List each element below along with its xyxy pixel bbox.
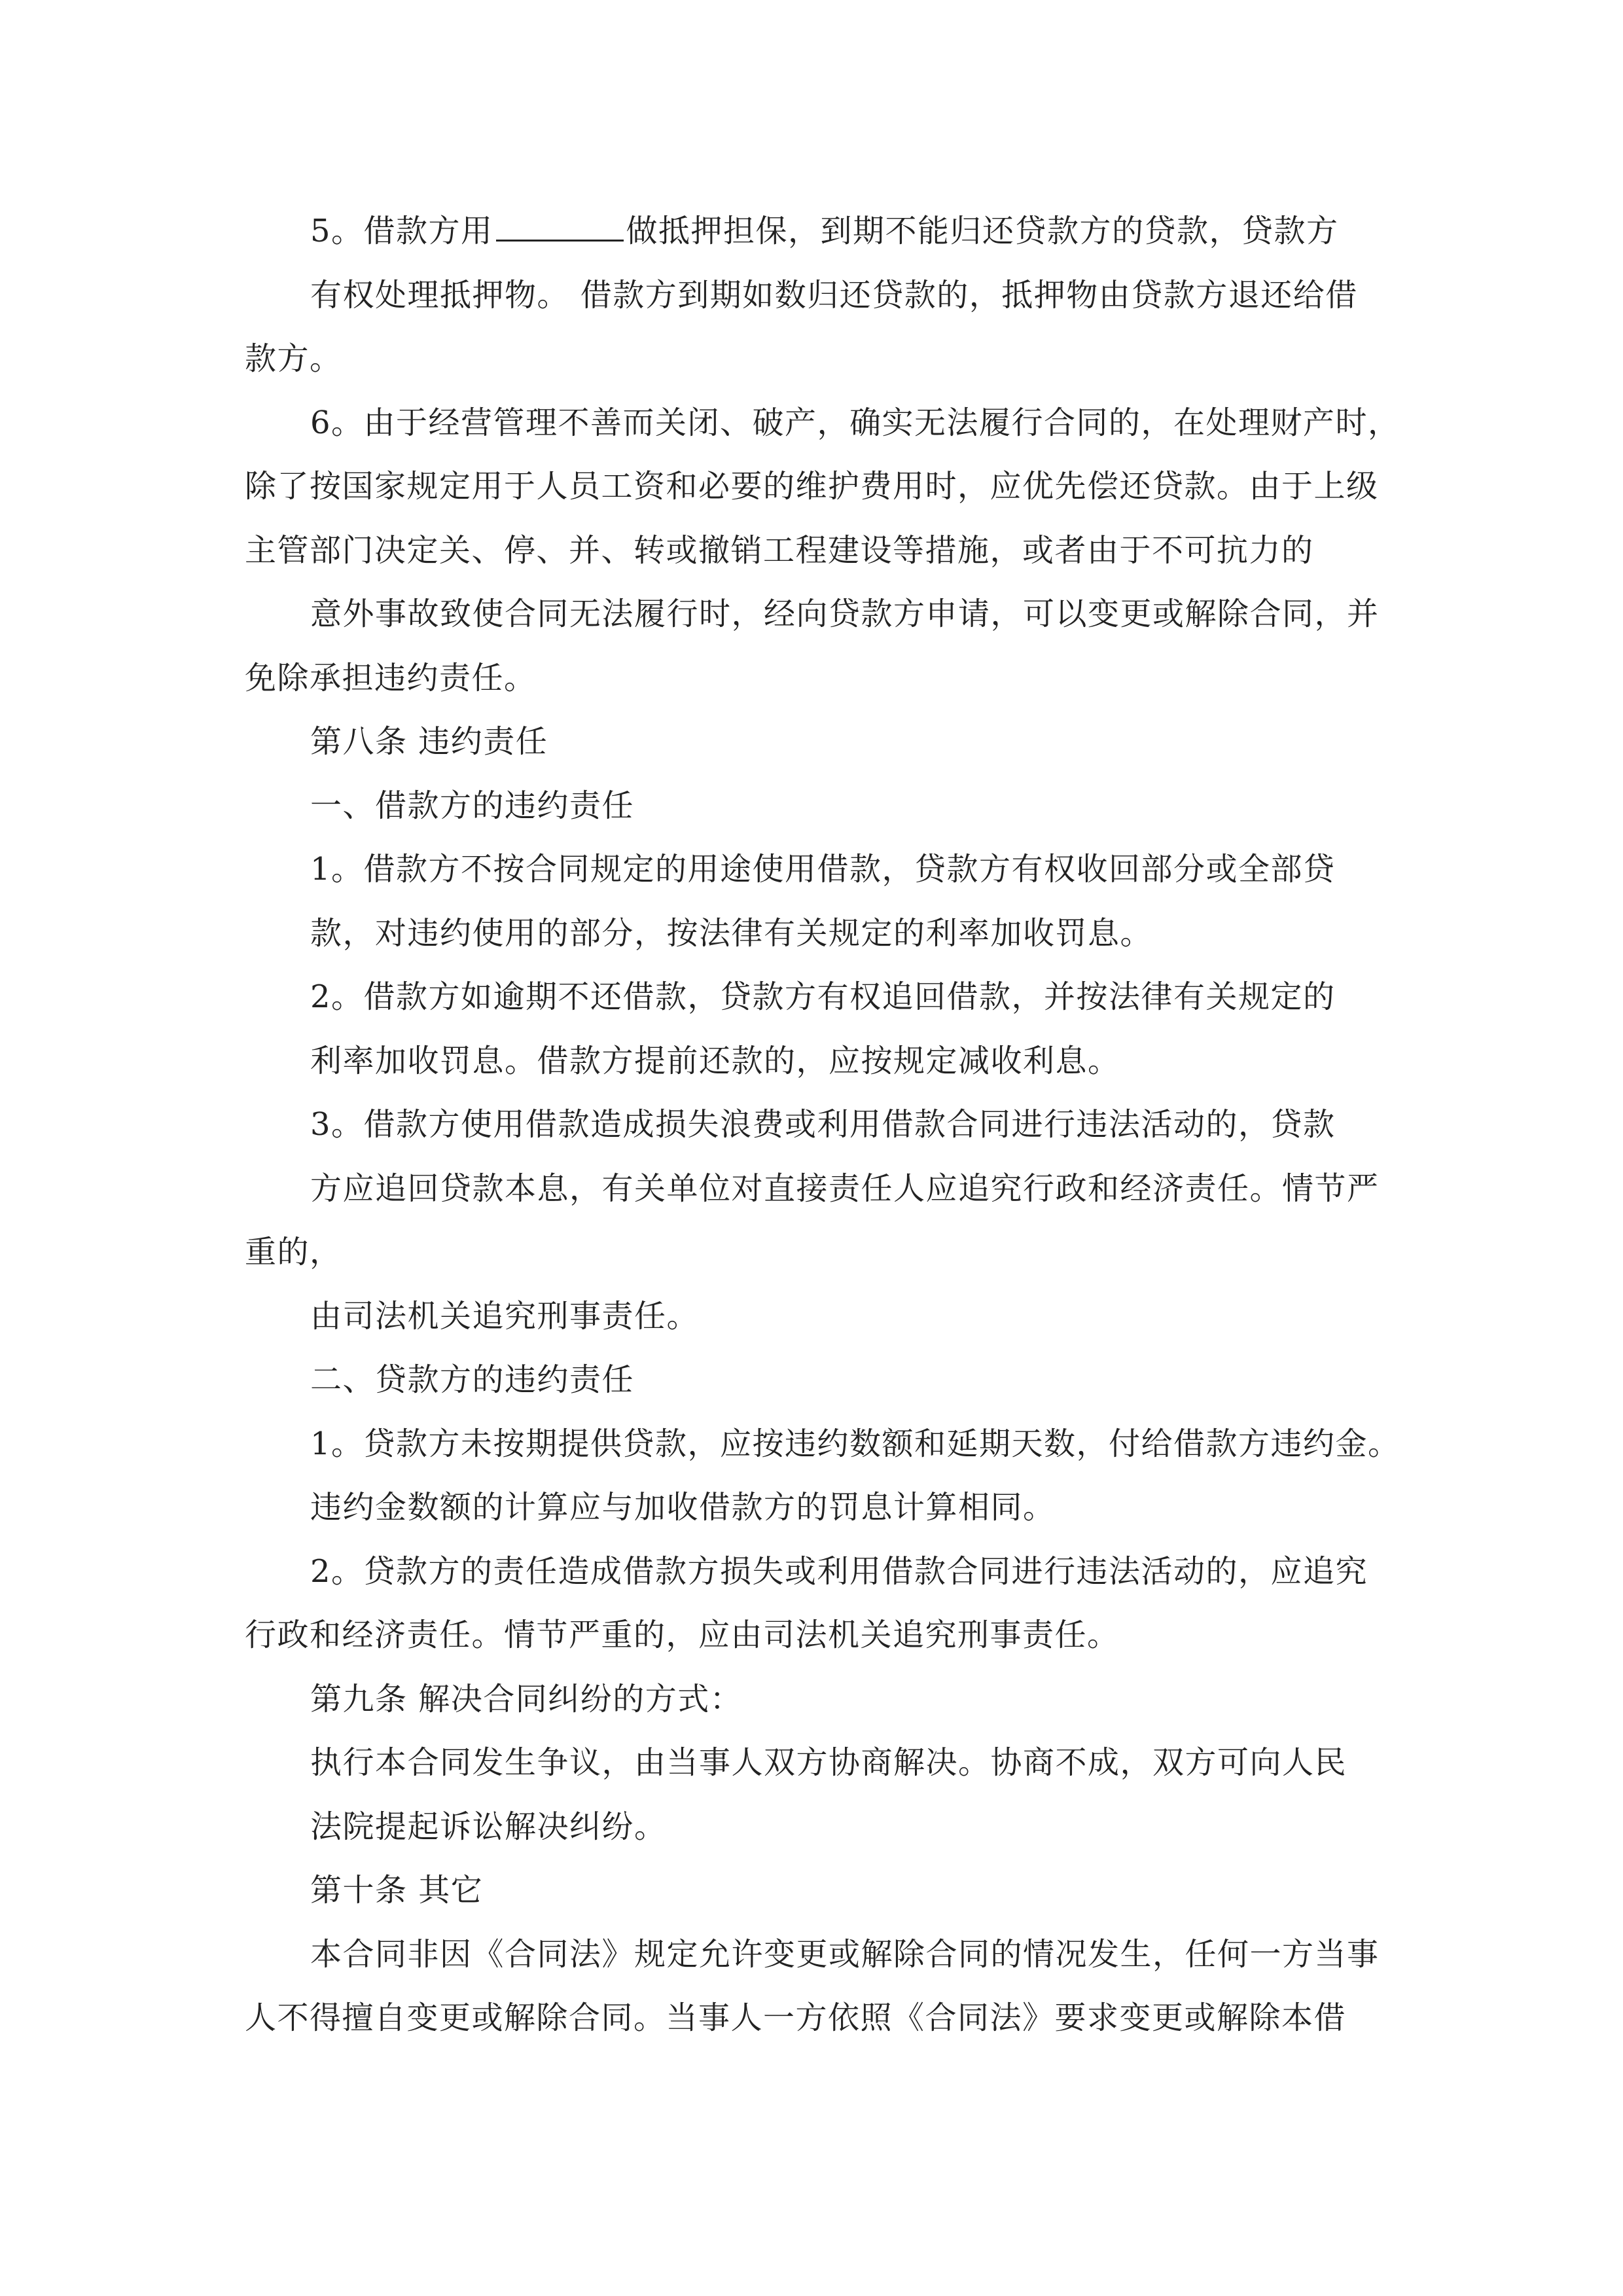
text-line: 款，对违约使用的部分，按法律有关规定的利率加收罚息。 [310,914,1153,952]
text-line: 违约金数额的计算应与加收借款方的罚息计算相同。 [310,1489,1056,1526]
text-line: 人不得擅自变更或解除合同。当事人一方依照《合同法》要求变更或解除本借 [245,2000,1347,2036]
text-line: 2。借款方如逾期不还借款，贷款方有权追回借款，并按法律有关规定的 [310,978,1336,1015]
section-heading: 第九条 解决合同纠纷的方式： [310,1680,743,1717]
text-line: 利率加收罚息。借款方提前还款的，应按规定减收利息。 [310,1042,1120,1079]
line-text-after-blank: 做抵押担保，到期不能归还贷款方的贷款，贷款方 [626,213,1339,249]
text-line: 重的， [245,1234,342,1270]
text-line: 意外事故致使合同无法履行时，经向贷款方申请，可以变更或解除合同，并 [310,596,1380,632]
line-text-before-blank: 5。借款方用 [310,213,493,249]
text-line: 行政和经济责任。情节严重的，应由司法机关追究刑事责任。 [245,1617,1120,1653]
text-line: 执行本合同发生争议，由当事人双方协商解决。协商不成，双方可向人民 [310,1744,1347,1781]
text-line: 有权处理抵押物。 借款方到期如数归还贷款的，抵押物由贷款方退还给借 [310,276,1358,314]
fill-in-blank [496,237,624,242]
text-line: 款方。 [245,340,342,377]
text-line: 免除承担违约责任。 [245,659,537,696]
subsection-heading: 二、贷款方的违约责任 [310,1361,635,1398]
text-line: 方应追回贷款本息，有关单位对直接责任人应追究行政和经济责任。情节严 [310,1170,1380,1207]
text-line: 由司法机关追究刑事责任。 [310,1297,700,1335]
text-line: 1。贷款方未按期提供贷款，应按违约数额和延期天数，付给借款方违约金。 [310,1425,1400,1462]
text-line [245,200,1416,264]
text-line: 主管部门决定关、停、并、转或撤销工程建设等措施，或者由于不可抗力的 [245,531,1314,569]
subsection-heading: 一、借款方的违约责任 [310,787,635,824]
text-line: 2。贷款方的责任造成借款方损失或利用借款合同进行违法活动的，应追究 [310,1552,1368,1590]
text-line: 3。借款方使用借款造成损失浪费或利用借款合同进行违法活动的，贷款 [310,1106,1336,1143]
text-line: 法院提起诉讼解决纠纷。 [310,1808,667,1845]
section-heading: 第八条 违约责任 [310,723,548,760]
text-line: 1。借款方不按合同规定的用途使用借款，贷款方有权收回部分或全部贷 [310,851,1336,888]
text-line: 除了按国家规定用于人员工资和必要的维护费用时，应优先偿还贷款。由于上级 [245,468,1379,505]
text-line: 6。由于经营管理不善而关闭、破产，确实无法履行合同的，在处理财产时， [310,404,1400,441]
section-heading: 第十条 其它 [310,1872,484,1909]
document-body [245,200,1416,2051]
text-line: 本合同非因《合同法》规定允许变更或解除合同的情况发生，任何一方当事 [310,1935,1380,1973]
